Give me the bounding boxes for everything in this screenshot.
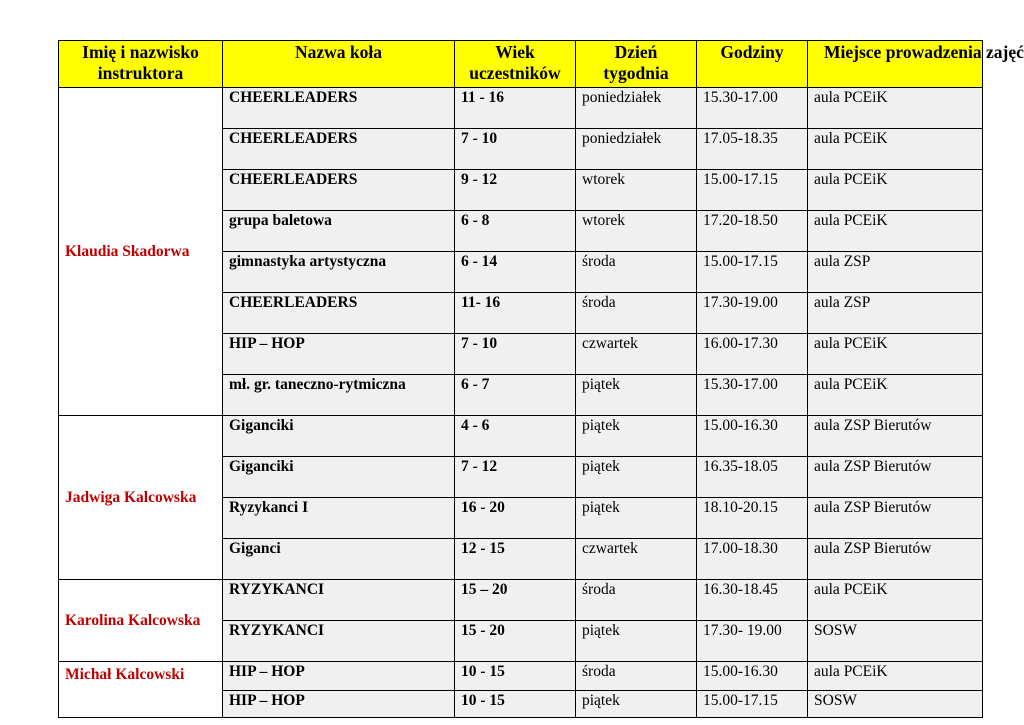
cell-age: 12 - 15: [455, 539, 576, 580]
cell-hours: 15.00-17.15: [697, 252, 808, 293]
cell-place: aula PCEiK: [808, 662, 983, 691]
cell-age: 7 - 10: [455, 334, 576, 375]
table-row: [59, 88, 983, 129]
cell-club: HIP – HOP: [223, 691, 455, 718]
cell-place: SOSW: [808, 621, 983, 662]
cell-place: aula ZSP Bierutów: [808, 457, 983, 498]
instructor-name: Michał Kalcowski: [59, 662, 223, 718]
cell-club: CHEERLEADERS: [223, 293, 455, 334]
cell-club: mł. gr. taneczno-rytmiczna: [223, 375, 455, 416]
cell-place: aula PCEiK: [808, 129, 983, 170]
table-row: [59, 416, 983, 457]
cell-hours: 15.00-16.30: [697, 416, 808, 457]
cell-age: 11 - 16: [455, 88, 576, 129]
cell-club: Giganciki: [223, 416, 455, 457]
cell-club: Ryzykanci I: [223, 498, 455, 539]
cell-hours: 15.30-17.00: [697, 375, 808, 416]
cell-place: aula PCEiK: [808, 88, 983, 129]
cell-place: SOSW: [808, 691, 983, 718]
cell-age: 9 - 12: [455, 170, 576, 211]
cell-place: aula ZSP: [808, 252, 983, 293]
cell-day: piątek: [576, 691, 697, 718]
cell-place: aula ZSP: [808, 293, 983, 334]
cell-day: środa: [576, 252, 697, 293]
cell-place: aula ZSP Bierutów: [808, 539, 983, 580]
cell-hours: 16.00-17.30: [697, 334, 808, 375]
cell-day: piątek: [576, 621, 697, 662]
cell-club: grupa baletowa: [223, 211, 455, 252]
cell-age: 10 - 15: [455, 691, 576, 718]
instructor-name: Klaudia Skadorwa: [59, 88, 223, 416]
cell-hours: 15.30-17.00: [697, 88, 808, 129]
cell-place: aula PCEiK: [808, 211, 983, 252]
table-row: [59, 580, 983, 621]
cell-club: CHEERLEADERS: [223, 88, 455, 129]
cell-hours: 17.30-19.00: [697, 293, 808, 334]
cell-age: 6 - 8: [455, 211, 576, 252]
cell-age: 7 - 12: [455, 457, 576, 498]
cell-hours: 17.30- 19.00: [697, 621, 808, 662]
cell-place: aula PCEiK: [808, 334, 983, 375]
cell-day: poniedziałek: [576, 88, 697, 129]
cell-hours: 16.30-18.45: [697, 580, 808, 621]
cell-day: piątek: [576, 498, 697, 539]
header-club: Nazwa koła: [223, 41, 455, 88]
cell-place: aula PCEiK: [808, 170, 983, 211]
cell-club: Giganci: [223, 539, 455, 580]
cell-club: gimnastyka artystyczna: [223, 252, 455, 293]
cell-place: aula ZSP Bierutów: [808, 498, 983, 539]
cell-place: aula PCEiK: [808, 580, 983, 621]
header-instructor: Imię i nazwisko instruktora: [59, 41, 223, 88]
cell-age: 6 - 7: [455, 375, 576, 416]
cell-age: 6 - 14: [455, 252, 576, 293]
cell-club: HIP – HOP: [223, 334, 455, 375]
table-body: [59, 88, 983, 718]
cell-hours: 17.05-18.35: [697, 129, 808, 170]
cell-hours: 17.20-18.50: [697, 211, 808, 252]
cell-day: piątek: [576, 457, 697, 498]
cell-age: 10 - 15: [455, 662, 576, 691]
cell-age: 15 - 20: [455, 621, 576, 662]
cell-hours: 18.10-20.15: [697, 498, 808, 539]
cell-hours: 15.00-17.15: [697, 691, 808, 718]
cell-day: wtorek: [576, 170, 697, 211]
cell-club: CHEERLEADERS: [223, 129, 455, 170]
instructor-name: Jadwiga Kalcowska: [59, 416, 223, 580]
cell-day: piątek: [576, 375, 697, 416]
cell-day: środa: [576, 293, 697, 334]
cell-place: aula ZSP Bierutów: [808, 416, 983, 457]
cell-hours: 15.00-16.30: [697, 662, 808, 691]
cell-day: poniedziałek: [576, 129, 697, 170]
cell-age: 15 – 20: [455, 580, 576, 621]
header-row: [59, 41, 983, 88]
instructor-name: Karolina Kalcowska: [59, 580, 223, 662]
header-day: Dzień tygodnia: [576, 41, 697, 88]
cell-day: czwartek: [576, 539, 697, 580]
cell-place: aula PCEiK: [808, 375, 983, 416]
cell-club: CHEERLEADERS: [223, 170, 455, 211]
cell-hours: 17.00-18.30: [697, 539, 808, 580]
table-row: [59, 662, 983, 691]
cell-day: wtorek: [576, 211, 697, 252]
cell-age: 11- 16: [455, 293, 576, 334]
cell-day: środa: [576, 580, 697, 621]
cell-hours: 16.35-18.05: [697, 457, 808, 498]
cell-club: HIP – HOP: [223, 662, 455, 691]
cell-day: piątek: [576, 416, 697, 457]
header-place: Miejsce prowadzenia zajęć: [808, 41, 983, 88]
cell-age: 7 - 10: [455, 129, 576, 170]
cell-age: 4 - 6: [455, 416, 576, 457]
header-hours: Godziny: [697, 41, 808, 88]
table-header: [59, 41, 1024, 88]
header-age: Wiek uczestników: [455, 41, 576, 88]
cell-age: 16 - 20: [455, 498, 576, 539]
cell-hours: 15.00-17.15: [697, 170, 808, 211]
cell-club: RYZYKANCI: [223, 621, 455, 662]
cell-day: środa: [576, 662, 697, 691]
cell-club: Giganciki: [223, 457, 455, 498]
cell-club: RYZYKANCI: [223, 580, 455, 621]
schedule-table: [58, 40, 1024, 718]
cell-day: czwartek: [576, 334, 697, 375]
